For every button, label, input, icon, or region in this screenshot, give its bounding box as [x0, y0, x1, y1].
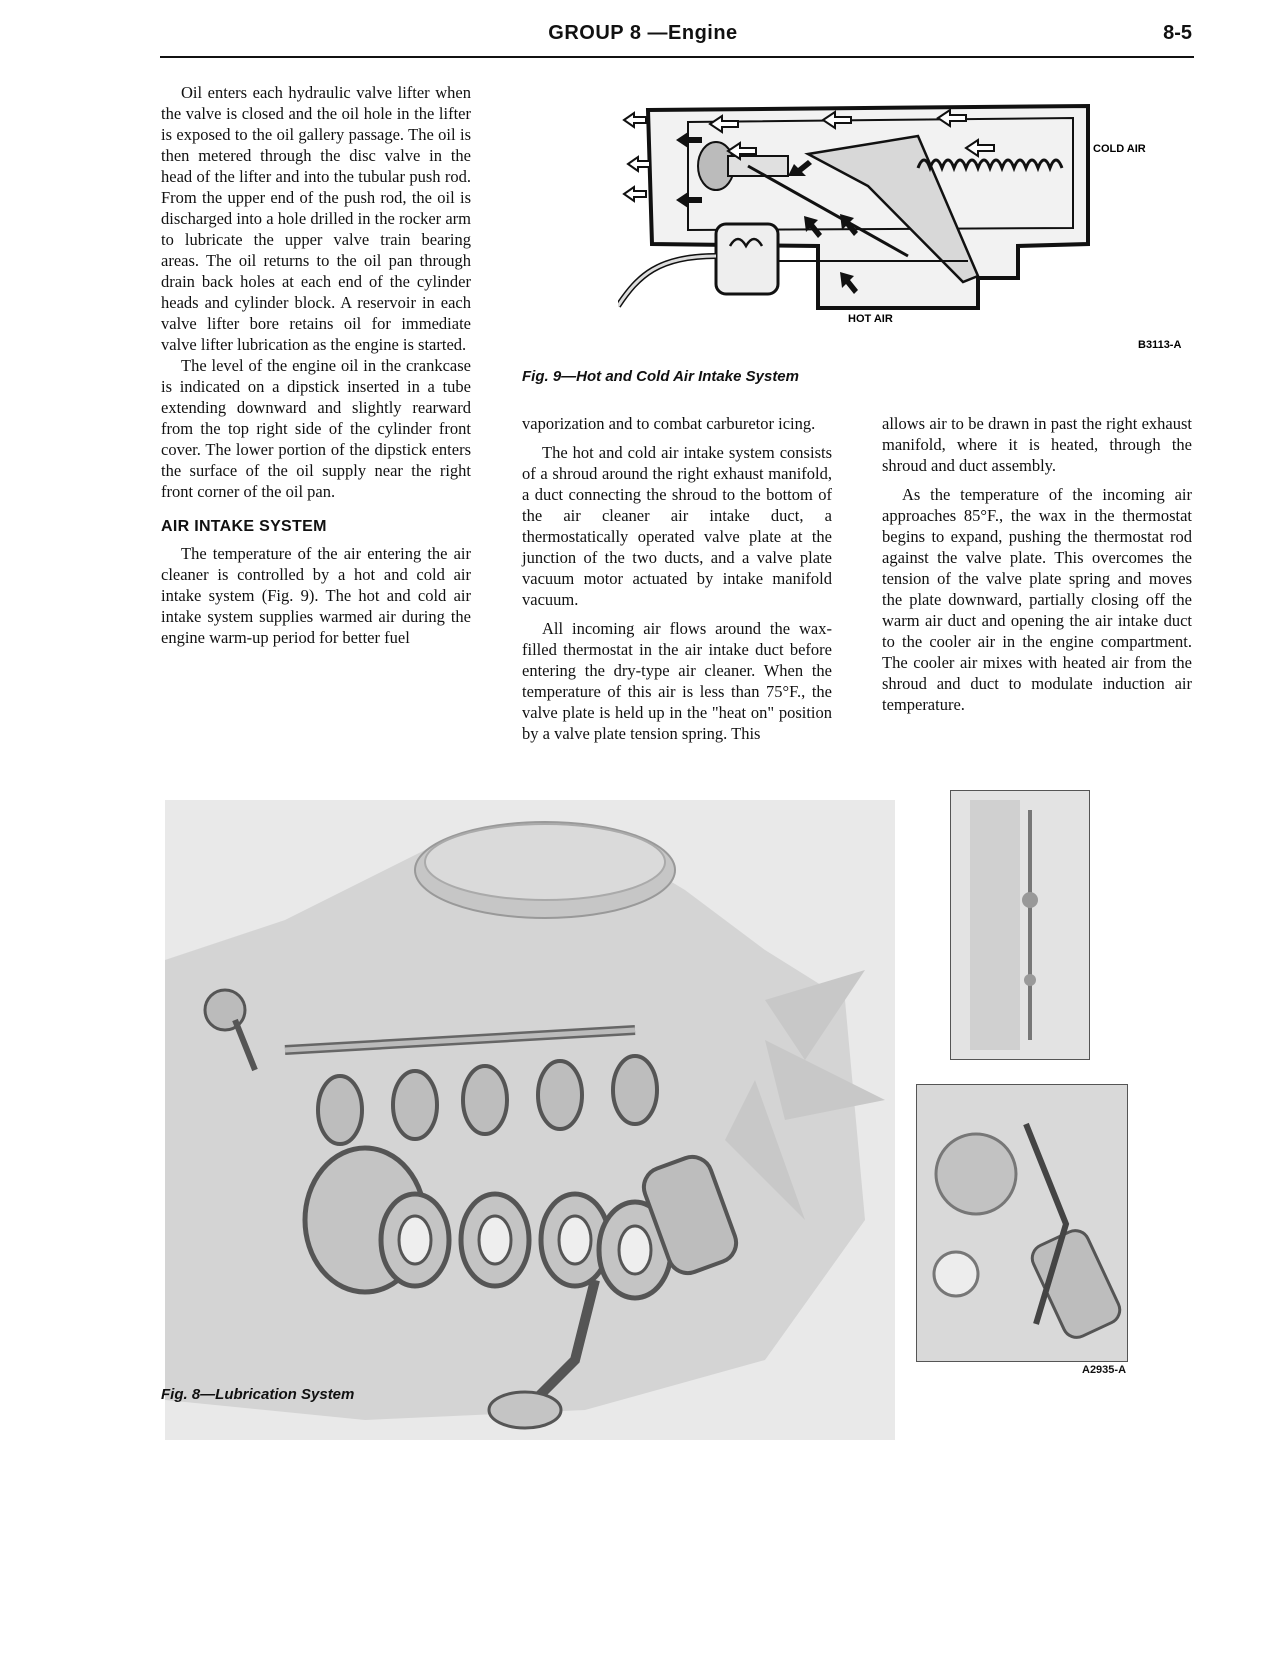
section-heading-air-intake: AIR INTAKE SYSTEM — [161, 518, 327, 535]
text-column-2 — [522, 413, 832, 744]
lubrication-inset-upper — [950, 790, 1090, 1060]
paragraph-heated-air: allows air to be drawn in past the right exhaust manifold, where it is heated, through the shroud and duct assembly. — [882, 414, 1192, 475]
hot-cold-air-intake-diagram — [618, 96, 1200, 358]
fig9-caption: Fig. 9—Hot and Cold Air Intake System — [522, 368, 799, 385]
fig8-caption: Fig. 8—Lubrication System — [161, 1386, 355, 1403]
paragraph-air-intake-intro: The temperature of the air entering the air cleaner is controlled by a hot and cold air intake system (Fig. 9). The hot and cold air intake system supplies warmed air during the engine warm-up period for better fuel — [161, 544, 471, 647]
fig9-code: B3113-A — [1138, 339, 1182, 351]
cold-air-label: COLD AIR — [1093, 143, 1146, 155]
air-cleaner-housing — [648, 106, 1088, 308]
text-column-3 — [882, 413, 1192, 715]
paragraph-system-components: The hot and cold air intake system consists of a shroud around the right exhaust manifold, a duct connecting the shroud to the bottom of the air cleaner air intake duct, a thermostatically operated valve plate at the junction of the two ducts, and a valve plate vacuum motor actuated by intake manifold vacuum. — [522, 443, 832, 609]
paragraph-oil-lifter: Oil enters each hydraulic valve lifter when the valve is closed and the oil hole in the lifter is exposed to the oil gallery passage. The oil is then metered through the disc valve in the head of the lifter and into the tubular push rod. From the upper end of the push rod, the oil is discharged into a hole drilled in the rocker arm to lubricate the upper valve train bearing areas. The oil returns to the oil pan through drain back holes at each end of the cylinder heads and cylinder block. A reservoir in each valve lifter bore retains oil for immediate valve lifter lubrication as the engine is started. — [161, 83, 471, 354]
paragraph-temperature-rise: As the temperature of the incoming air approaches 85°F., the wax in the thermostat begins to expand, pushing the thermostat rod against the valve plate. This overcomes the tension of the valve plate spring and moves the plate downward, partially closing off the warm air duct and opening the air intake duct to the cooler air in the engine compartment. The cooler air mixes with heated air from the shroud and duct to modulate induction air temperature. — [882, 485, 1192, 714]
text-column-1 — [161, 82, 471, 648]
header-rule — [160, 56, 1194, 58]
fig8-code: A2935-A — [1082, 1364, 1127, 1376]
lubrication-system-illustration — [165, 800, 895, 1440]
paragraph-vaporization: vaporization and to combat carburetor icing. — [522, 414, 816, 433]
paragraph-dipstick: The level of the engine oil in the crankcase is indicated on a dipstick inserted in a tube extending downward and slightly rearward from the top right side of the cylinder front cover. The lower portion of the dipstick enters the surface of the oil supply near the right front corner of the oil pan. — [161, 356, 471, 501]
page-number: 8-5 — [1163, 22, 1192, 44]
hot-air-label: HOT AIR — [848, 313, 893, 325]
paragraph-incoming-air: All incoming air flows around the wax-filled thermostat in the air intake duct before entering the dry-type air cleaner. When the temperature of this air is less than 75°F., the valve plate is held up in the "heat on" position by a valve plate tension spring. This — [522, 619, 832, 743]
vacuum-motor — [716, 224, 778, 294]
page-header-title: GROUP 8 —Engine — [548, 22, 738, 44]
lubrication-inset-lower — [916, 1084, 1128, 1362]
